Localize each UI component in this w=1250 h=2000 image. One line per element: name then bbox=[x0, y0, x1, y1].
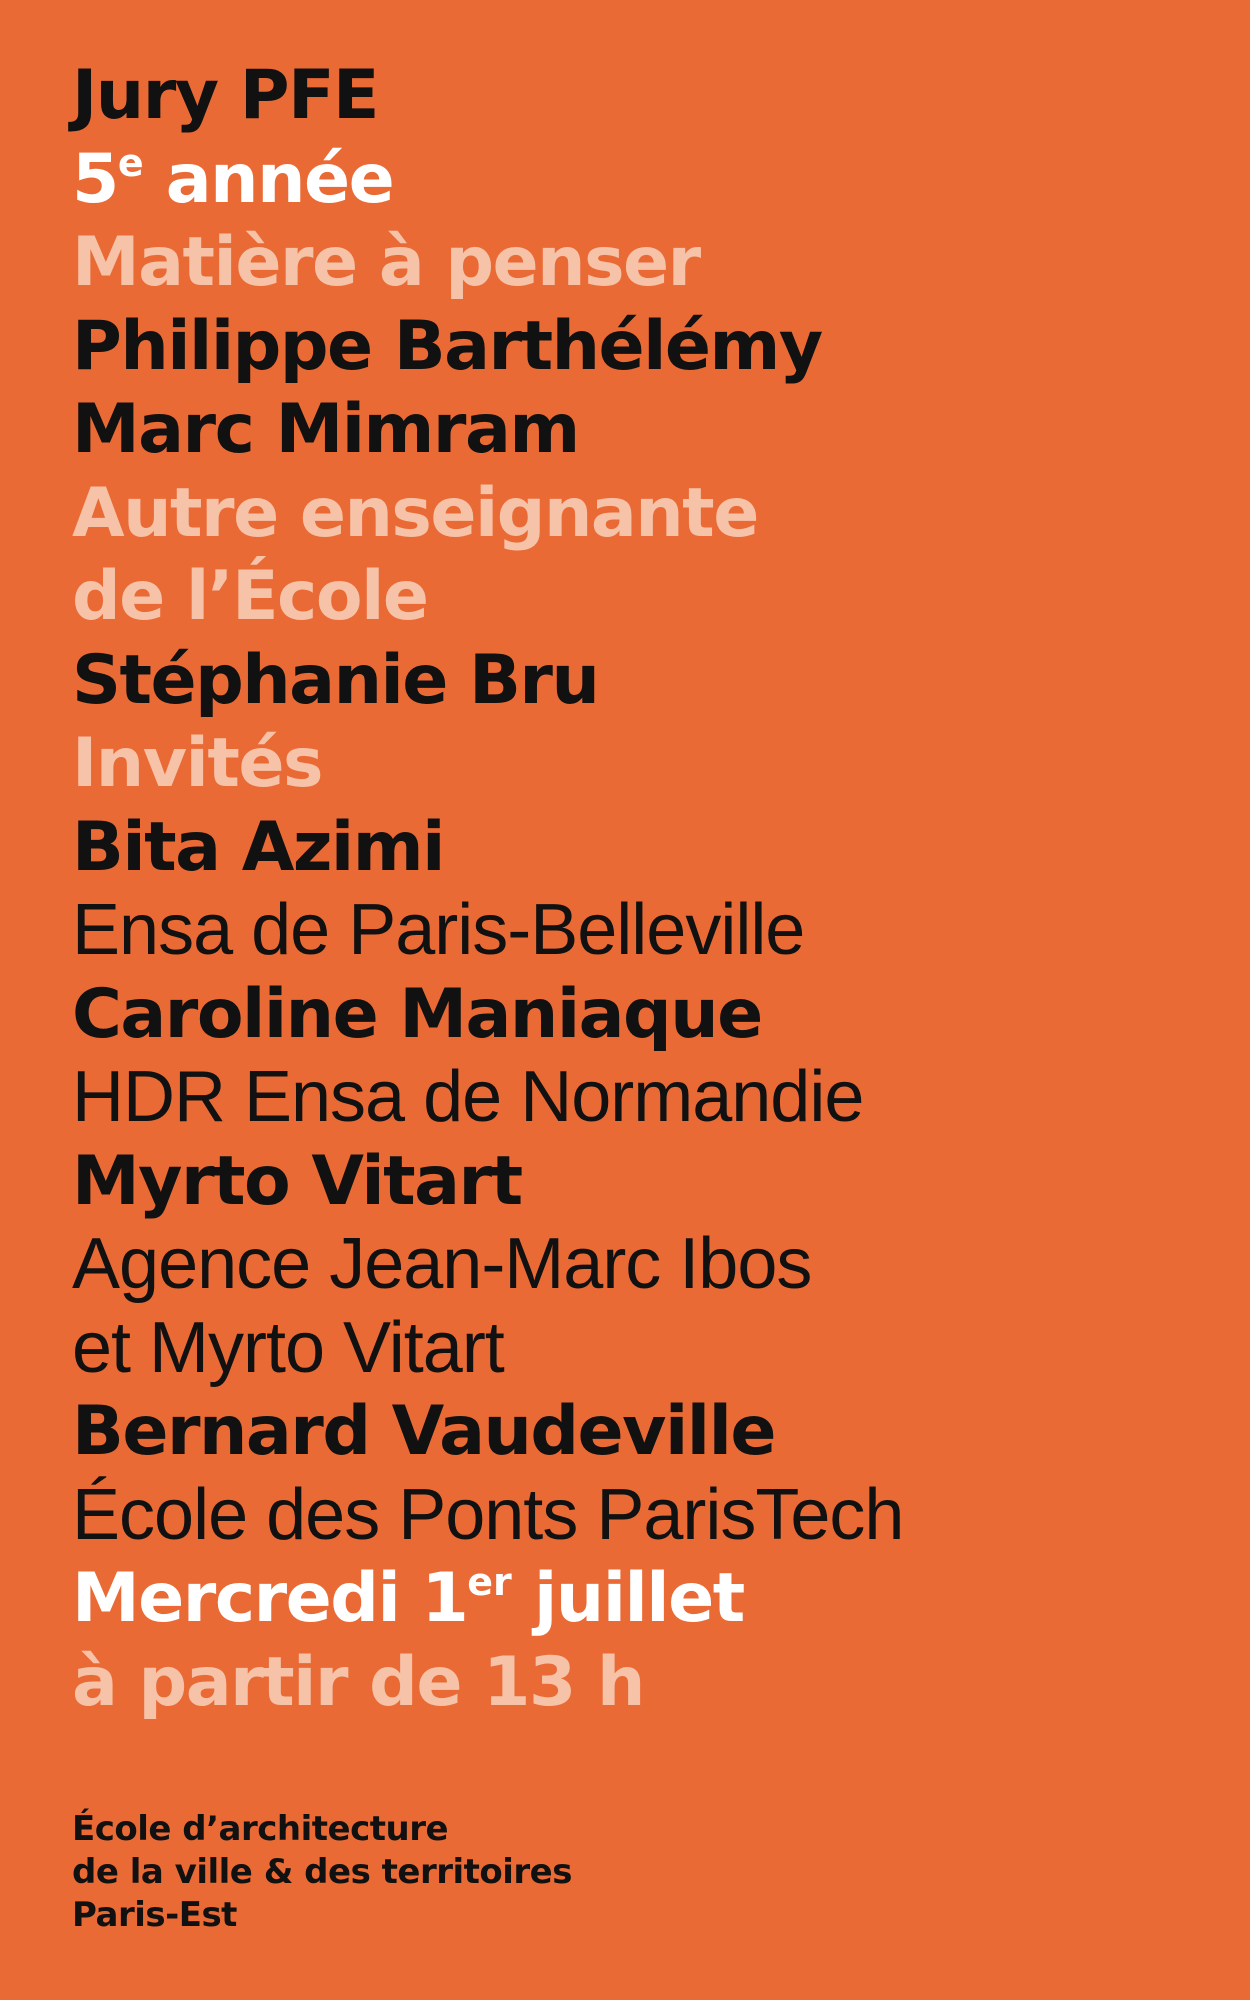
guest-name: Myrto Vitart bbox=[72, 1141, 522, 1221]
jury-title: Jury PFE bbox=[72, 56, 378, 135]
event-weekday: Mercredi bbox=[72, 1559, 422, 1638]
guest-name: Caroline Maniaque bbox=[72, 974, 762, 1054]
event-time: à partir de 13 h bbox=[72, 1642, 644, 1722]
guest-affiliation: Agence Jean-Marc Ibos bbox=[72, 1224, 812, 1304]
event-date bbox=[72, 1557, 1192, 1641]
guest-affiliation: École des Ponts ParisTech bbox=[72, 1474, 904, 1555]
jury-details-list bbox=[72, 54, 1192, 1724]
other-teacher-label: Autre enseignante bbox=[72, 473, 758, 553]
other-teacher-label: de l’École bbox=[72, 557, 428, 636]
school-name-line: de la ville & des territoires bbox=[72, 1852, 572, 1892]
year-superscript: e bbox=[117, 140, 144, 185]
year-line bbox=[72, 138, 1192, 222]
teacher-name: Marc Mimram bbox=[72, 390, 579, 469]
teacher-name: Philippe Barthélémy bbox=[72, 306, 822, 386]
subject-label: Matière à penser bbox=[72, 223, 700, 302]
event-day-superscript: er bbox=[467, 1560, 512, 1604]
guest-name: Bernard Vaudeville bbox=[72, 1392, 776, 1471]
year-number: 5 bbox=[72, 139, 118, 219]
school-footer bbox=[72, 1808, 772, 1937]
guests-label: Invités bbox=[72, 724, 322, 803]
other-teacher-name: Stéphanie Bru bbox=[72, 640, 599, 720]
year-label: année bbox=[143, 139, 394, 219]
event-month: juillet bbox=[511, 1559, 744, 1638]
guest-affiliation: HDR Ensa de Normandie bbox=[72, 1057, 864, 1137]
school-name-line: École d’architecture bbox=[72, 1809, 449, 1849]
guest-affiliation: Ensa de Paris-Belleville bbox=[72, 890, 805, 970]
guest-name: Bita Azimi bbox=[72, 807, 444, 887]
school-location: Paris-Est bbox=[72, 1895, 237, 1935]
event-day-number: 1 bbox=[421, 1559, 468, 1638]
guest-affiliation: et Myrto Vitart bbox=[72, 1307, 504, 1388]
